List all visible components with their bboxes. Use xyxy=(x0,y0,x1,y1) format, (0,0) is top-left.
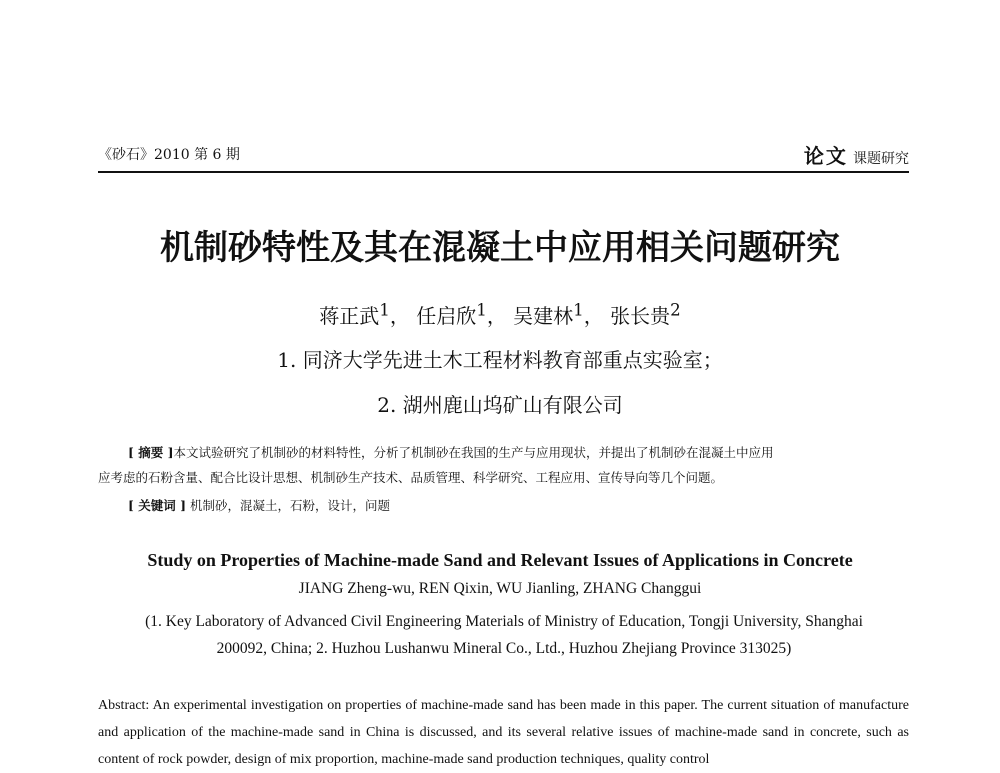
author-affil-mark: 2 xyxy=(670,300,681,320)
english-authors: JIANG Zheng-wu, REN Qixin, WU Jianling, ZHANG Changgui xyxy=(298,580,702,597)
keywords-text: 机制砂，混凝土，石粉，设计，问题 xyxy=(190,498,391,513)
running-header xyxy=(98,144,909,174)
author-name: 蒋正武 xyxy=(319,304,380,328)
keywords-label: [ 关键词 ] xyxy=(128,498,187,513)
english-affiliations xyxy=(96,608,912,662)
chinese-authors: 蒋正武$^1$， 任启欣$^1$， 吴建林$^1$， 张长贵$^2$ xyxy=(319,300,681,328)
english-abstract: Abstract: An experimental investigation on properties of machine-made sand has been made in this paper. The current situation of manufacture and application of the machine-made sand in China is discussed, and its several relative issues of machine-made sand in concrete, such as content of rock powder, design of mix proportion, machine-made sand production techniques, quality control xyxy=(98,698,909,767)
chinese-abstract xyxy=(98,440,909,490)
chinese-keywords xyxy=(128,496,908,514)
chinese-affiliation-2: 2. 湖州鹿山坞矿山有限公司 xyxy=(377,393,623,417)
author-name: 吴建林 xyxy=(513,304,574,328)
journal-issue: 《砂石》2010 第 6 期 xyxy=(98,147,240,163)
english-affiliation-line: (1. Key Laboratory of Advanced Civil Engineering Materials of Ministry of Education, Tongji University, Shanghai xyxy=(145,613,863,630)
header-rule xyxy=(98,171,909,173)
abstract-text: 本文试验研究了机制砂的材料特性，分析了机制砂在我国的生产与应用现状，并提出了机制砂在混凝土中应用 xyxy=(173,445,774,460)
chinese-affiliation-1: 1. 同济大学先进土木工程材料教育部重点实验室； xyxy=(277,348,723,372)
section-small-label: 课题研究 xyxy=(853,151,909,167)
author-affil-mark: 1 xyxy=(573,300,584,320)
section-label xyxy=(804,140,909,169)
author-name: 任启欣 xyxy=(416,304,477,328)
english-title: Study on Properties of Machine-made Sand and Relevant Issues of Applications in Concrete xyxy=(147,550,853,570)
chinese-title: 机制砂特性及其在混凝土中应用相关问题研究 xyxy=(160,228,840,268)
abstract-line: 应考虑的石粉含量、配合比设计思想、机制砂生产技术、品质管理、科学研究、工程应用、宣传导向等几个问题。 xyxy=(98,470,724,485)
abstract-line xyxy=(98,440,909,465)
author-affil-mark: 1 xyxy=(379,300,390,320)
abstract-label: [ 摘要 ] xyxy=(128,445,174,460)
english-affiliation-line: 200092, China; 2. Huzhou Lushanwu Mineral Co., Ltd., Huzhou Zhejiang Province 313025) xyxy=(216,640,792,657)
author-name: 张长贵 xyxy=(610,304,671,328)
section-big-label: 论文 xyxy=(803,144,848,168)
author-affil-mark: 1 xyxy=(476,300,487,320)
